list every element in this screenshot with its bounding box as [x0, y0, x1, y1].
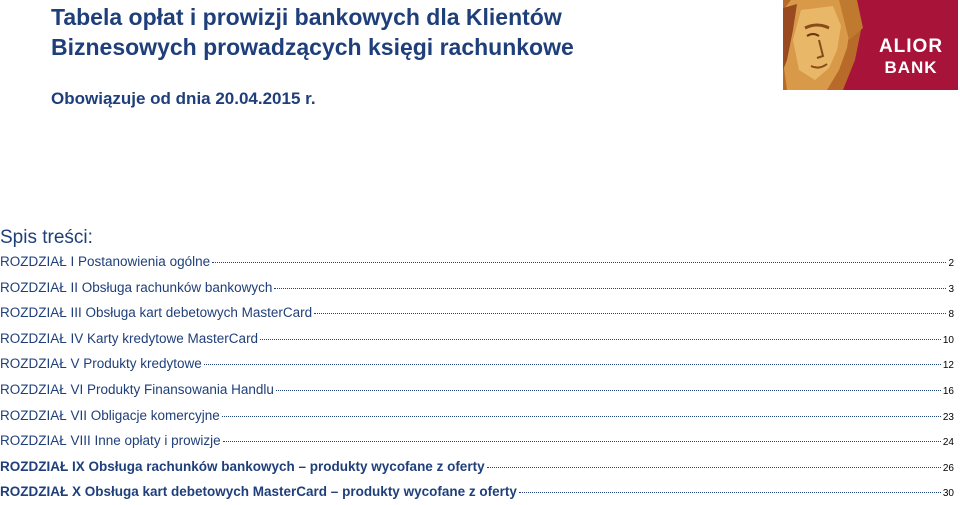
toc-dot-leader	[276, 390, 941, 391]
toc-dot-leader	[487, 467, 941, 468]
toc-entry-label[interactable]: ROZDZIAŁ VIII Inne opłaty i prowizje	[0, 433, 221, 449]
toc-entry[interactable]	[0, 305, 954, 331]
toc-entry-label[interactable]: ROZDZIAŁ III Obsługa kart debetowych MasterCard	[0, 305, 313, 321]
toc-entry-page-number[interactable]: 26	[942, 462, 954, 474]
toc-entry-page-number[interactable]: 3	[948, 283, 954, 295]
toc-entry[interactable]	[0, 280, 954, 306]
toc-entry[interactable]	[0, 382, 954, 408]
toc-entry-page-number[interactable]: 2	[948, 258, 954, 269]
toc-entry[interactable]	[0, 356, 954, 382]
toc-entry-page-number[interactable]: 16	[942, 385, 954, 397]
toc-dot-leader	[260, 339, 941, 340]
toc-entry-page-number[interactable]: 12	[942, 360, 954, 372]
toc-entry-page-number[interactable]: 30	[942, 488, 954, 500]
toc-dot-leader	[223, 441, 941, 442]
toc-entry-page-number[interactable]: 8	[948, 309, 954, 321]
toc-dot-leader	[314, 313, 946, 314]
toc-dot-leader	[222, 416, 941, 417]
toc-entry-label[interactable]: ROZDZIAŁ VII Obligacje komercyjne	[0, 407, 220, 423]
logo-text-alior: ALIOR	[878, 36, 944, 57]
toc-dot-leader	[212, 262, 946, 263]
toc-entry-label[interactable]: ROZDZIAŁ VI Produkty Finansowania Handlu	[0, 381, 274, 397]
toc-entry-label[interactable]: ROZDZIAŁ X Obsługa kart debetowych MasterCard – produkty wycofane z oferty	[0, 484, 517, 500]
table-of-contents	[0, 254, 954, 505]
toc-entry[interactable]	[0, 331, 954, 357]
logo-text-bank: BANK	[884, 58, 938, 77]
alior-bank-logo	[783, 0, 958, 90]
document-title-line-1: Tabela opłat i prowizji bankowych dla Klientów	[51, 4, 562, 30]
toc-dot-leader	[204, 364, 941, 365]
toc-heading: Spis treści:	[0, 227, 93, 248]
toc-entry[interactable]	[0, 433, 954, 459]
toc-dot-leader	[274, 288, 946, 289]
toc-entry[interactable]	[0, 484, 954, 505]
toc-entry[interactable]	[0, 459, 954, 485]
effective-date: Obowiązuje od dnia 20.04.2015 r.	[51, 89, 316, 108]
document-title-line-2: Biznesowych prowadzących księgi rachunkowe	[51, 34, 574, 60]
toc-entry-label[interactable]: ROZDZIAŁ IV Karty kredytowe MasterCard	[0, 330, 259, 346]
toc-entry[interactable]	[0, 254, 954, 280]
toc-entry-label[interactable]: ROZDZIAŁ IX Obsługa rachunków bankowych – produkty wycofane z oferty	[0, 458, 485, 474]
toc-entry-label[interactable]: ROZDZIAŁ I Postanowienia ogólne	[0, 254, 211, 269]
toc-entry-page-number[interactable]: 23	[942, 411, 954, 423]
toc-entry[interactable]	[0, 408, 954, 434]
toc-entry-page-number[interactable]: 10	[942, 334, 954, 346]
toc-entry-label[interactable]: ROZDZIAŁ V Produkty kredytowe	[0, 356, 202, 372]
toc-dot-leader	[519, 492, 941, 493]
document-title	[51, 2, 731, 62]
toc-entry-label[interactable]: ROZDZIAŁ II Obsługa rachunków bankowych	[0, 279, 273, 295]
toc-entry-page-number[interactable]: 24	[942, 437, 954, 449]
